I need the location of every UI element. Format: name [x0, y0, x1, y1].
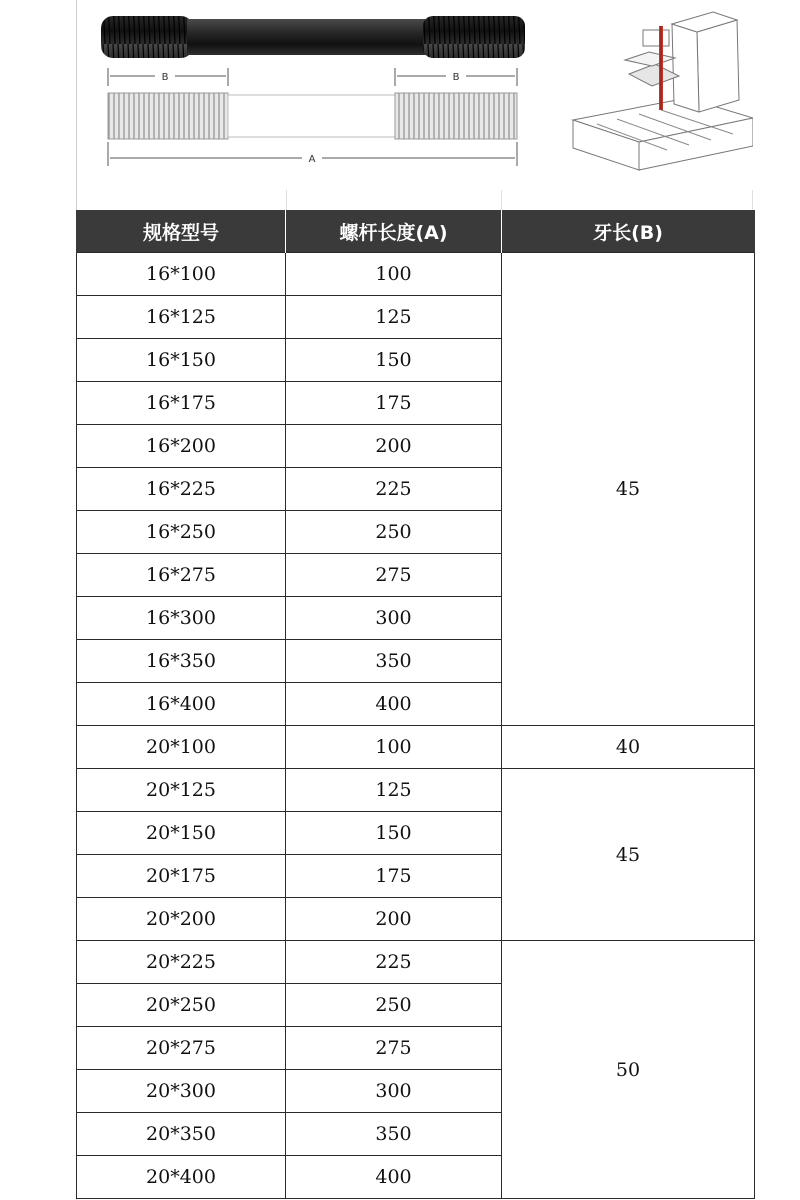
length-cell: 250	[286, 511, 502, 554]
spec-cell: 20*350	[77, 1113, 286, 1156]
spec-cell: 16*150	[77, 339, 286, 382]
table-row	[77, 253, 755, 296]
spec-cell: 20*150	[77, 812, 286, 855]
spec-cell: 16*100	[77, 253, 286, 296]
length-cell: 150	[286, 812, 502, 855]
header-rod-length: 螺杆长度(A)	[286, 210, 502, 253]
spec-cell: 16*175	[77, 382, 286, 425]
spec-cell: 16*250	[77, 511, 286, 554]
spec-cell: 16*300	[77, 597, 286, 640]
thread-length-cell: 45	[502, 253, 755, 726]
length-cell: 175	[286, 855, 502, 898]
length-cell: 125	[286, 296, 502, 339]
length-cell: 200	[286, 898, 502, 941]
table-row	[77, 941, 755, 984]
spec-cell: 20*100	[77, 726, 286, 769]
spec-cell: 16*400	[77, 683, 286, 726]
length-cell: 400	[286, 1156, 502, 1199]
header-spec-model: 规格型号	[77, 210, 286, 253]
thread-length-cell: 50	[502, 941, 755, 1199]
table-header-row	[77, 210, 755, 253]
spec-cell: 20*200	[77, 898, 286, 941]
stud-dimension-drawing	[108, 68, 517, 166]
length-cell: 250	[286, 984, 502, 1027]
stud-bolt-illustration	[77, 0, 753, 210]
spec-cell: 16*125	[77, 296, 286, 339]
length-cell: 225	[286, 468, 502, 511]
column-guide-line	[752, 190, 753, 210]
length-cell: 100	[286, 726, 502, 769]
length-cell: 225	[286, 941, 502, 984]
dim-b-right-label: B	[452, 72, 460, 83]
length-cell: 400	[286, 683, 502, 726]
spec-cell: 16*350	[77, 640, 286, 683]
clamp-setup-illustration	[573, 12, 753, 170]
spec-table	[76, 210, 755, 1199]
spec-cell: 16*200	[77, 425, 286, 468]
length-cell: 350	[286, 1113, 502, 1156]
length-cell: 100	[286, 253, 502, 296]
length-cell: 300	[286, 597, 502, 640]
spec-cell: 20*250	[77, 984, 286, 1027]
table-row	[77, 769, 755, 812]
length-cell: 275	[286, 554, 502, 597]
header-thread-length: 牙长(B)	[502, 210, 755, 253]
length-cell: 350	[286, 640, 502, 683]
spec-cell: 20*175	[77, 855, 286, 898]
spec-cell: 20*275	[77, 1027, 286, 1070]
spec-cell: 20*225	[77, 941, 286, 984]
length-cell: 125	[286, 769, 502, 812]
stud-bolt-photo	[101, 16, 525, 58]
spec-cell: 20*300	[77, 1070, 286, 1113]
dim-b-left-label: B	[161, 72, 169, 83]
length-cell: 275	[286, 1027, 502, 1070]
spec-cell: 20*400	[77, 1156, 286, 1199]
spec-cell: 20*125	[77, 769, 286, 812]
product-figure	[77, 0, 753, 210]
dim-a-label: A	[308, 154, 316, 165]
length-cell: 300	[286, 1070, 502, 1113]
column-guide-line	[501, 190, 502, 210]
spec-cell: 16*225	[77, 468, 286, 511]
length-cell: 150	[286, 339, 502, 382]
length-cell: 175	[286, 382, 502, 425]
column-guide-line	[286, 190, 287, 210]
thread-length-cell: 45	[502, 769, 755, 941]
length-cell: 200	[286, 425, 502, 468]
spec-cell: 16*275	[77, 554, 286, 597]
table-row	[77, 726, 755, 769]
thread-length-cell: 40	[502, 726, 755, 769]
